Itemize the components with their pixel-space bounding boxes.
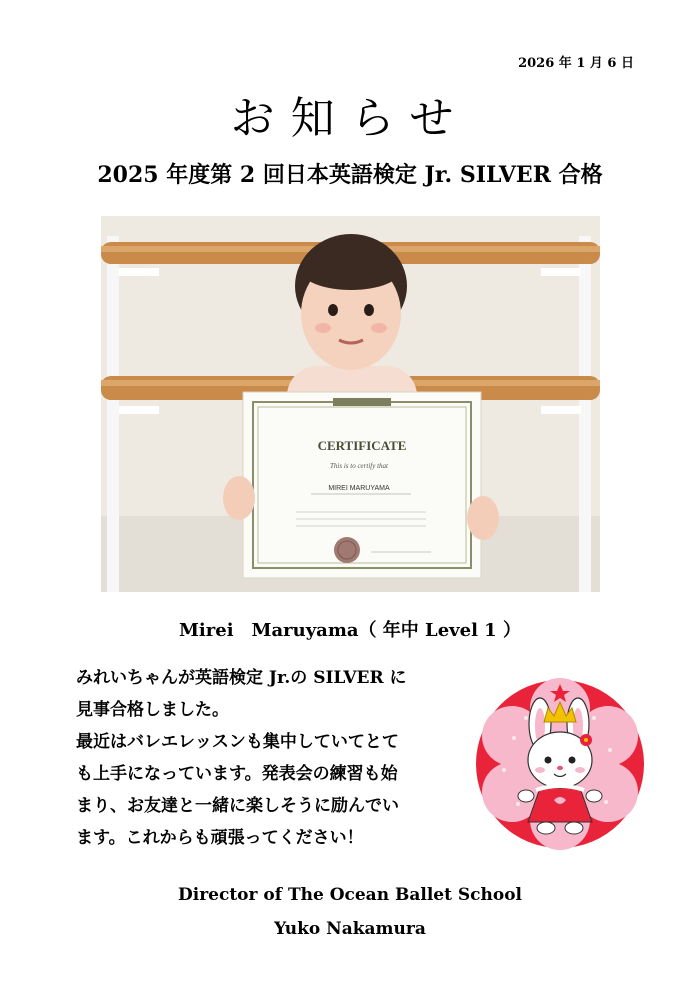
document-date: 2026 年 1 月 6 日 [518,56,634,71]
certificate-heading: CERTIFICATE [317,438,407,453]
message-line: みれいちゃんが英語検定 Jr.の SILVER に [76,668,407,688]
bunny-sticker [474,678,646,850]
certificate-name: MIREI MARUYAMA [328,485,390,492]
signature-name: Yuko Nakamura [274,919,426,939]
message-line: 最近はバレエレッスンも集中していてとて [76,732,399,752]
message-block [76,662,456,854]
message-line: まり、お友達と一緒に楽しそうに励んでい [76,796,399,816]
message-line: ます。これからも頑張ってください！ [76,828,364,848]
page-title: お知らせ [230,93,470,144]
page-subtitle: 2025 年度第 2 回日本英語検定 Jr. SILVER 合格 [97,162,603,188]
signature-block [0,878,700,946]
message-line: 見事合格しました。 [76,700,229,720]
signature-title: Director of The Ocean Ballet School [178,885,522,905]
student-photo [101,216,600,592]
certificate-image [243,392,481,578]
student-caption: Mirei Maruyama（ 年中 Level 1 ） [179,620,521,641]
message-line: も上手になっています。発表会の練習も始 [76,764,398,784]
certificate-line: This is to certify that [330,462,388,470]
